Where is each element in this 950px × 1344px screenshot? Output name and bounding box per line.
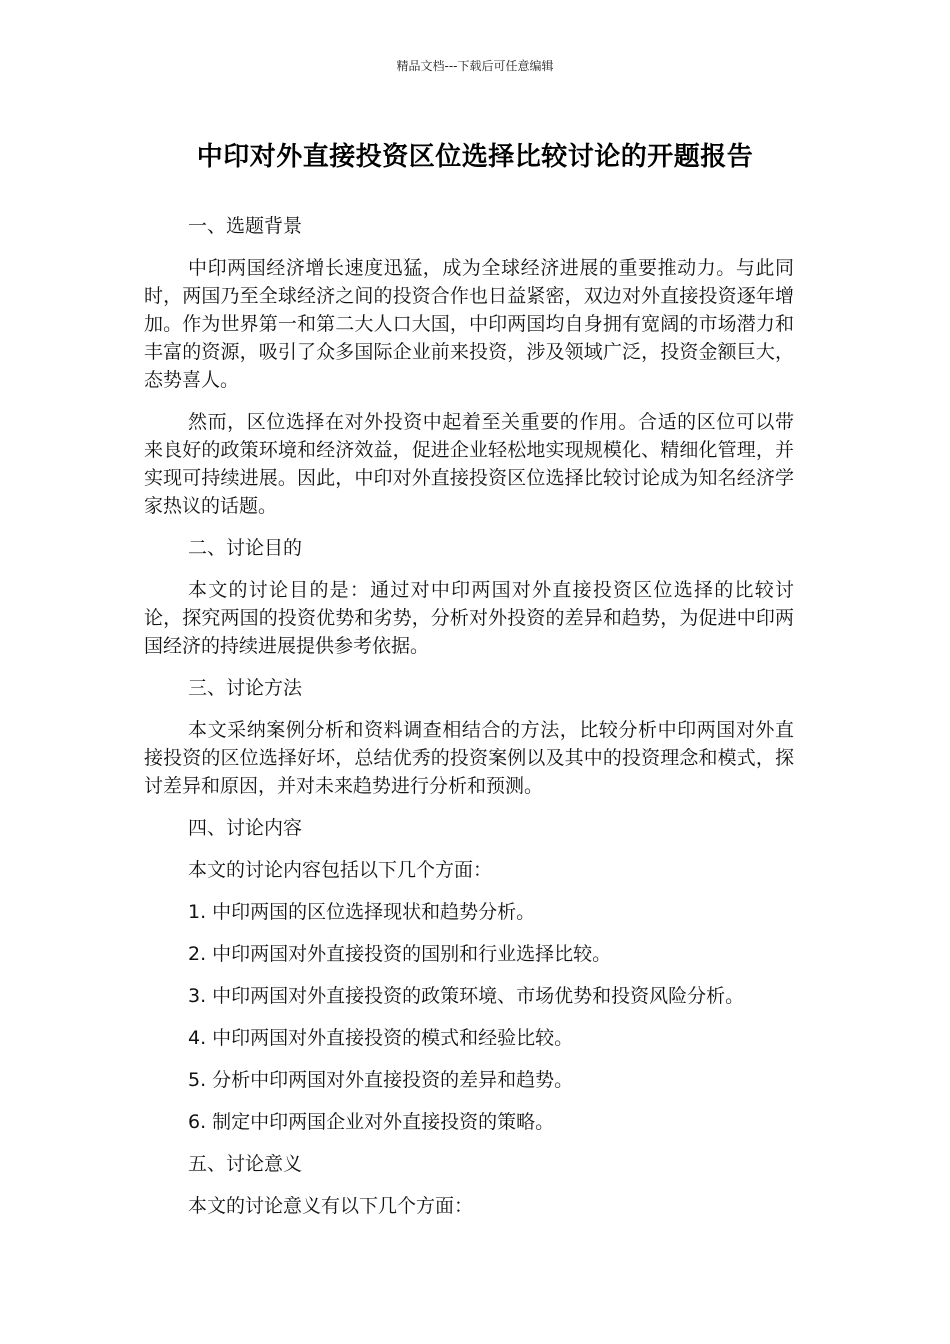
list-item: 2. 中印两国对外直接投资的国别和行业选择比较。: [188, 943, 612, 965]
paragraph: 本文采纳案例分析和资料调查相结合的方法，比较分析中印两国对外直接投资的区位选择好坏，总结优秀的投资案例以及其中的投资理念和模式，探讨差异和原因，并对未来趋势进行分析和预测。: [144, 719, 794, 797]
list-item: 3. 中印两国对外直接投资的政策环境、市场优势和投资风险分析。: [188, 985, 745, 1007]
list-intro: 本文的讨论内容包括以下几个方面：: [188, 859, 493, 881]
paragraph: 然而，区位选择在对外投资中起着至关重要的作用。合适的区位可以带来良好的政策环境和经济效益，促进企业轻松地实现规模化、精细化管理，并实现可持续进展。因此，中印对外直接投资区位选择比较讨论成为知名经济学家热议的话题。: [144, 411, 794, 517]
list-item: 5. 分析中印两国对外直接投资的差异和趋势。: [188, 1069, 574, 1091]
section-heading-background: 一、选题背景: [188, 215, 303, 237]
list-intro: 本文的讨论意义有以下几个方面：: [188, 1195, 474, 1217]
section-heading-purpose: 二、讨论目的: [188, 537, 303, 559]
paragraph: 中印两国经济增长速度迅猛，成为全球经济进展的重要推动力。与此同时，两国乃至全球经济之间的投资合作也日益紧密，双边对外直接投资逐年增加。作为世界第一和第二大人口大国，中印两国均自身拥有宽阔的市场潜力和丰富的资源，吸引了众多国际企业前来投资，涉及领域广泛，投资金额巨大，态势喜人。: [144, 257, 794, 391]
section-heading-significance: 五、讨论意义: [188, 1153, 303, 1175]
paragraph: 本文的讨论目的是：通过对中印两国对外直接投资区位选择的比较讨论，探究两国的投资优势和劣势，分析对外投资的差异和趋势，为促进中印两国经济的持续进展提供参考依据。: [144, 579, 794, 657]
document-title: 中印对外直接投资区位选择比较讨论的开题报告: [196, 142, 754, 172]
document-body: [144, 212, 794, 1234]
header-note: 精品文档---下载后可任意编辑: [396, 59, 554, 73]
list-item: 6. 制定中印两国企业对外直接投资的策略。: [188, 1111, 555, 1133]
section-heading-content: 四、讨论内容: [188, 817, 303, 839]
list-item: 4. 中印两国对外直接投资的模式和经验比较。: [188, 1027, 574, 1049]
list-item: 1. 中印两国的区位选择现状和趋势分析。: [188, 901, 536, 923]
section-heading-method: 三、讨论方法: [188, 677, 303, 699]
